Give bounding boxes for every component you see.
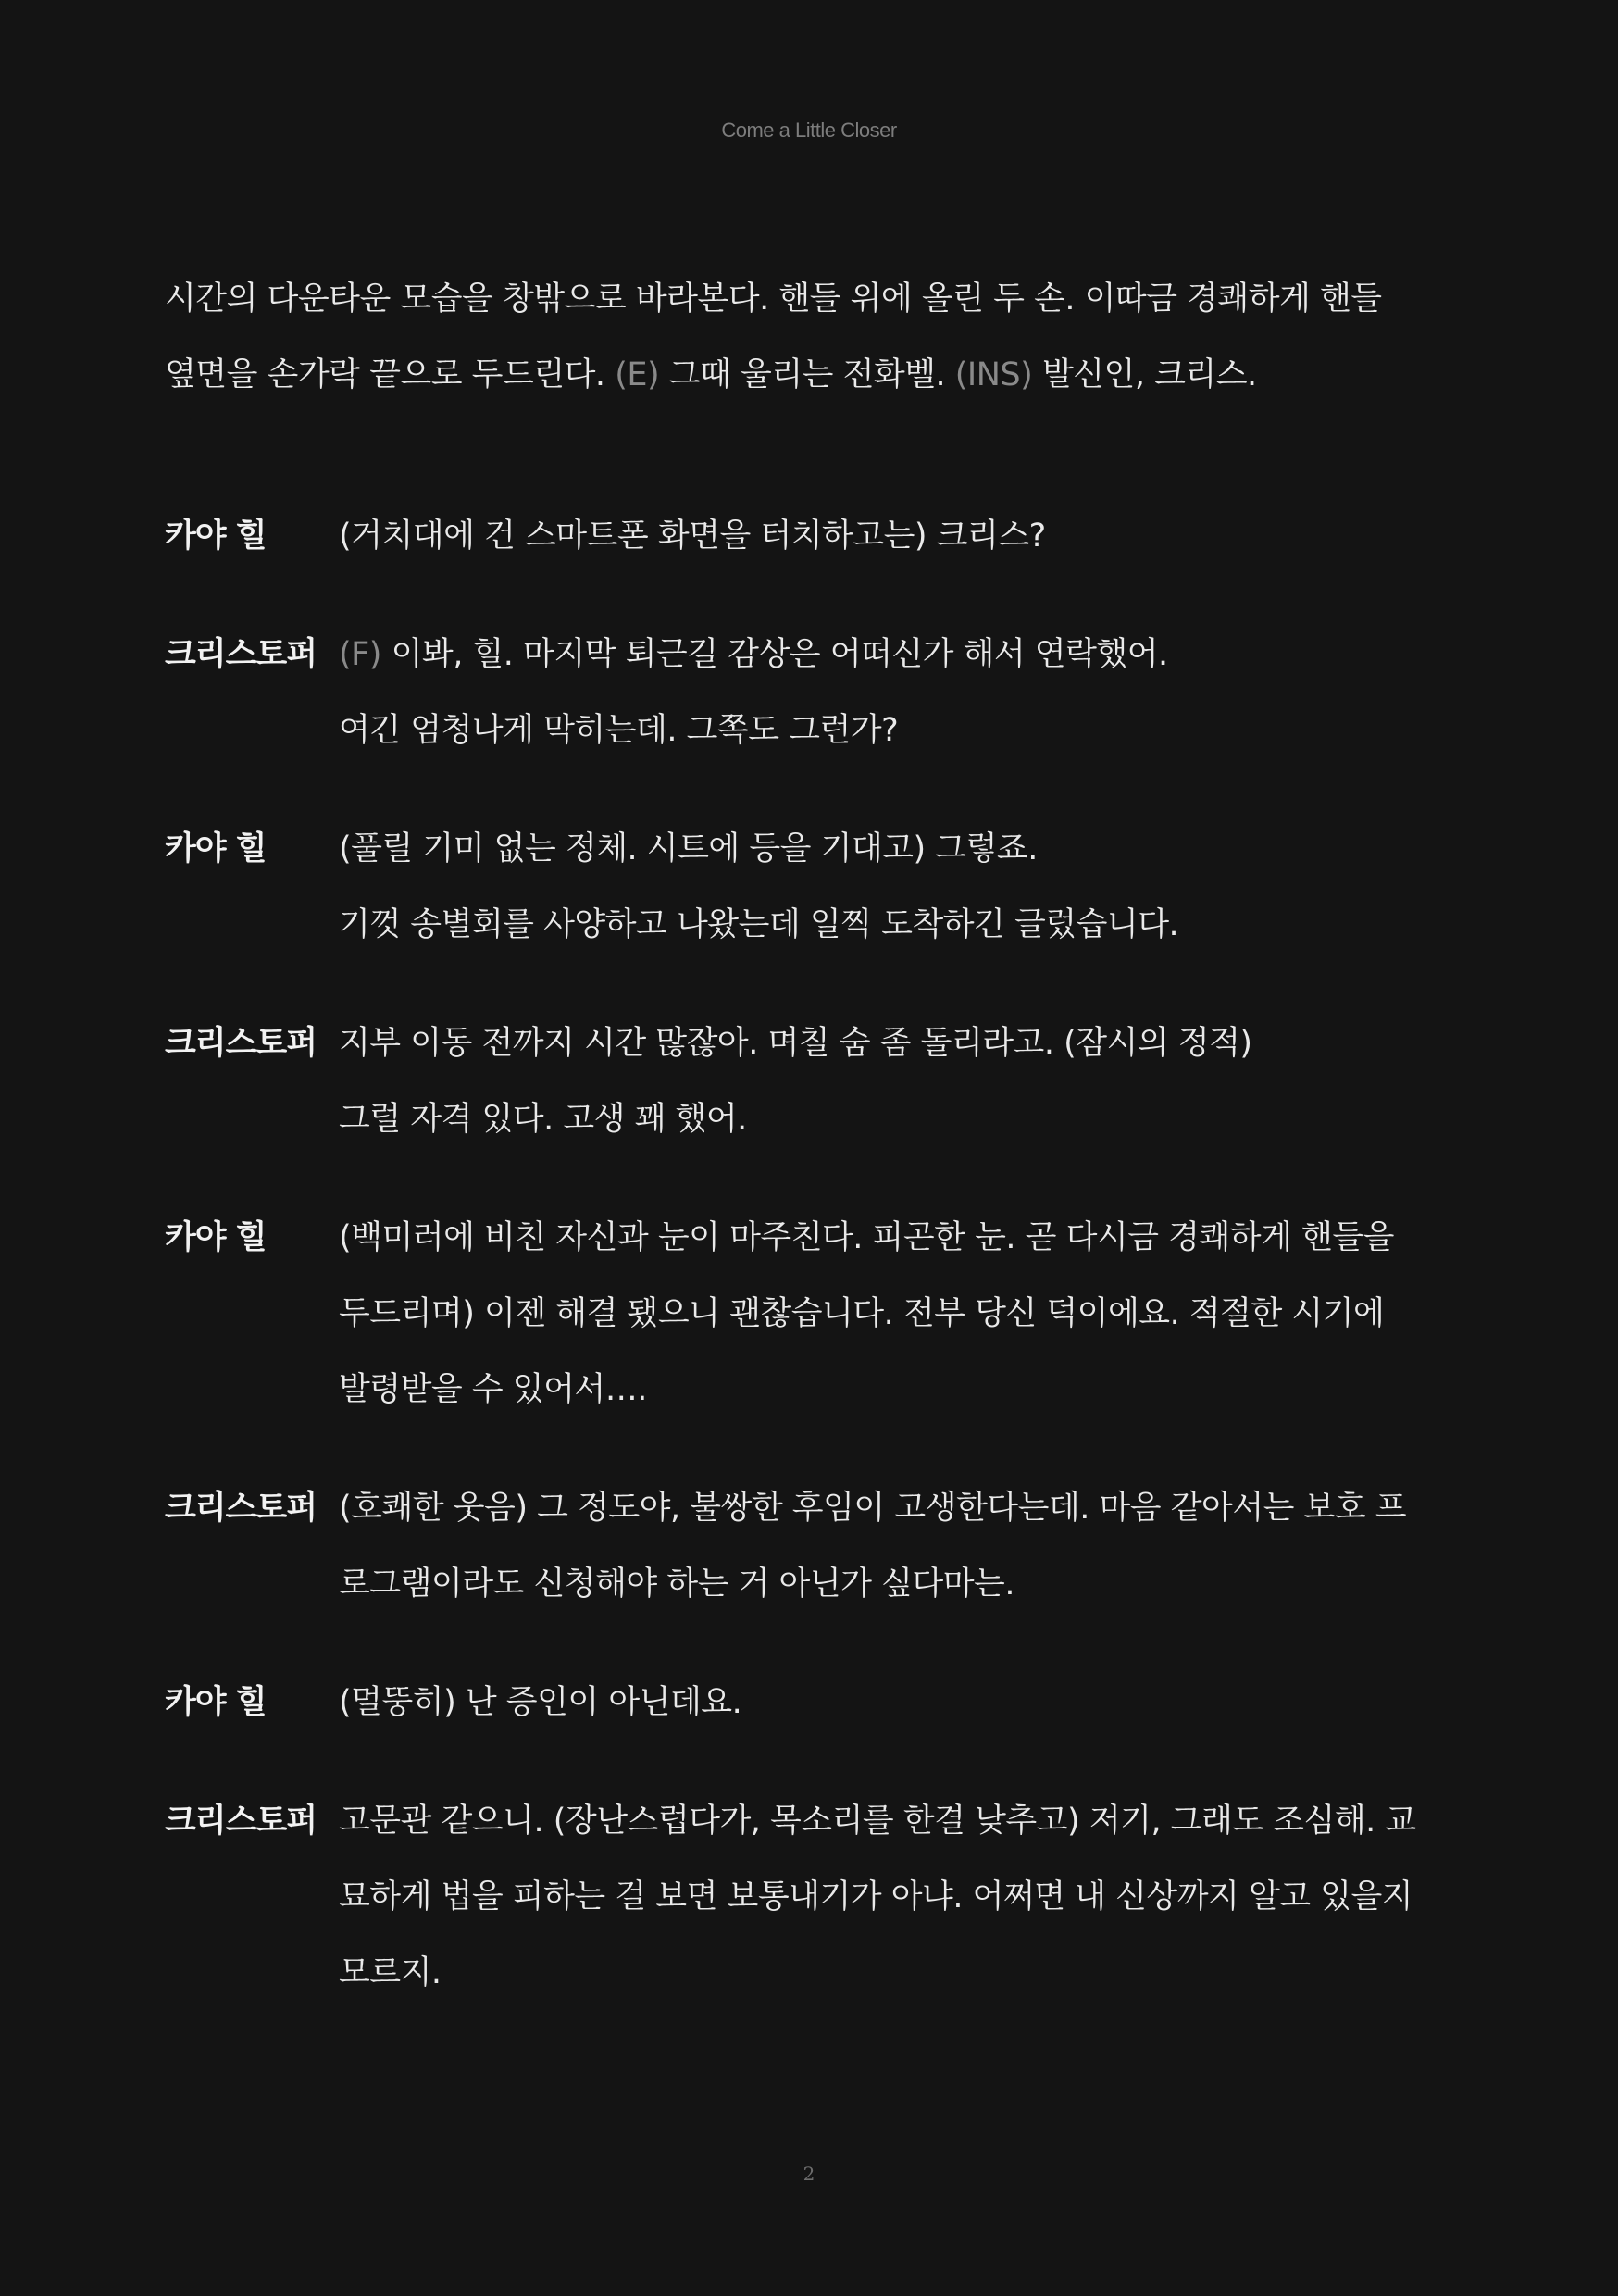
- dialogue-block: [165, 1665, 1461, 1741]
- dialogue-line: 두드리며) 이젠 해결 됐으니 괜찮습니다. 전부 당신 덕이에요. 적절한 시기에: [339, 1295, 1385, 1332]
- dialogue-line: 기껏 송별회를 사양하고 나왔는데 일찍 도착하긴 글렀습니다.: [339, 906, 1179, 943]
- dialogue-block: [165, 498, 1461, 574]
- running-header: Come a Little Closer: [721, 119, 897, 142]
- dialogue-block: [165, 811, 1461, 963]
- dialogue-line: (호쾌한 웃음) 그 정도야, 불쌍한 후임이 고생한다는데. 마음 같아서는 보호 프: [339, 1490, 1407, 1527]
- dialogue-line: 묘하게 법을 피하는 걸 보면 보통내기가 아냐. 어쩌면 내 신상까지 알고 있을지: [339, 1878, 1413, 1915]
- dialogue-line: 고문관 같으니. (장난스럽다가, 목소리를 한결 낮추고) 저기, 그래도 조심해. 교: [339, 1803, 1416, 1840]
- action-line: 옆면을 손가락 끝으로 두드린다.: [165, 356, 605, 393]
- insert-tag: (INS): [954, 356, 1033, 393]
- dialogue-line: (풀릴 기미 없는 정체. 시트에 등을 기대고) 그렇죠.: [339, 830, 1038, 867]
- speaker-name: 카야 힐: [165, 518, 267, 555]
- action-line: 시간의 다운타운 모습을 창밖으로 바라본다. 핸들 위에 올린 두 손. 이따금 경쾌하게 핸들: [165, 281, 1382, 318]
- dialogue-block: [165, 617, 1461, 768]
- dialogue-block: [165, 1470, 1461, 1622]
- dialogue-line: 모르지.: [339, 1954, 442, 1991]
- filter-tag: (F): [339, 636, 381, 673]
- dialogue-lines: [339, 1200, 1461, 1428]
- action-line: 발신인, 크리스.: [1041, 356, 1257, 393]
- dialogue-line: (백미러에 비친 자신과 눈이 마주친다. 피곤한 눈. 곧 다시금 경쾌하게 핸들을: [339, 1219, 1394, 1256]
- dialogue-lines: [339, 617, 1461, 768]
- dialogue-lines: [339, 811, 1461, 963]
- action-paragraph: [165, 261, 1461, 413]
- dialogue-block: [165, 1200, 1461, 1428]
- action-line: 그때 울리는 전화벨.: [668, 356, 946, 393]
- dialogue-block: [165, 1005, 1461, 1157]
- dialogue-lines: [339, 1470, 1461, 1622]
- page-number: 2: [803, 2163, 815, 2185]
- speaker-name: 카야 힐: [165, 830, 267, 867]
- speaker-name: 크리스토퍼: [165, 636, 317, 673]
- script-content: [165, 261, 1461, 2011]
- speaker-name: 카야 힐: [165, 1684, 267, 1721]
- dialogue-block: [165, 1783, 1461, 2011]
- dialogue-lines: [339, 1783, 1461, 2011]
- speaker-name: 카야 힐: [165, 1219, 267, 1256]
- dialogue-line: (거치대에 건 스마트폰 화면을 터치하고는) 크리스?: [339, 518, 1046, 555]
- dialogue-lines: [339, 1005, 1461, 1157]
- dialogue-line: 발령받을 수 있어서….: [339, 1371, 647, 1408]
- dialogue-text: 이봐, 힐. 마지막 퇴근길 감상은 어떠신가 해서 연락했어.: [391, 636, 1168, 673]
- speaker-name: 크리스토퍼: [165, 1490, 317, 1527]
- speaker-name: 크리스토퍼: [165, 1025, 317, 1062]
- effect-tag: (E): [615, 356, 660, 393]
- dialogue-line: 지부 이동 전까지 시간 많잖아. 며칠 숨 좀 돌리라고. (잠시의 정적): [339, 1025, 1252, 1062]
- dialogue-line: [339, 617, 1461, 693]
- dialogue-line: 그럴 자격 있다. 고생 꽤 했어.: [339, 1101, 747, 1138]
- dialogue-line: 여긴 엄청나게 막히는데. 그쪽도 그런가?: [339, 712, 899, 749]
- dialogue-lines: [339, 1665, 1461, 1741]
- dialogue-list: [165, 498, 1461, 2011]
- speaker-name: 크리스토퍼: [165, 1803, 317, 1840]
- dialogue-line: 로그램이라도 신청해야 하는 거 아닌가 싶다마는.: [339, 1566, 1014, 1603]
- dialogue-line: (멀뚱히) 난 증인이 아닌데요.: [339, 1684, 742, 1721]
- dialogue-lines: [339, 498, 1461, 574]
